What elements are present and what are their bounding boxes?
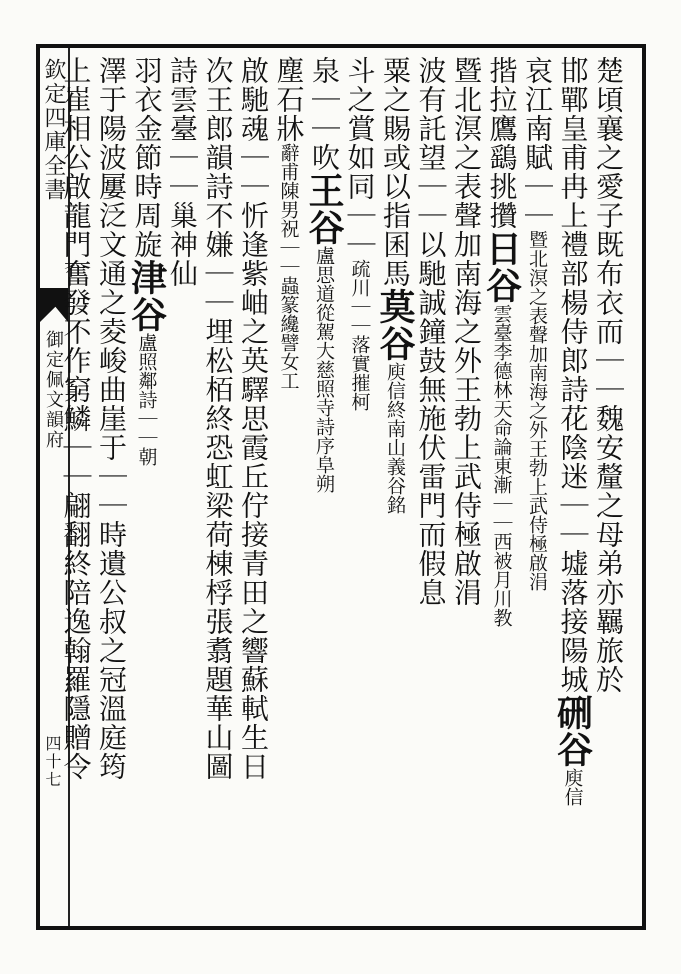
- column-text: 粟之賜或以指囷馬: [379, 56, 412, 288]
- text-column: [593, 56, 629, 918]
- text-column: [480, 56, 523, 918]
- column-text: 哀江南賦｜｜: [521, 56, 554, 230]
- column-text: 次王郎韻詩不嫌｜｜埋松栢終恐虹梁荷棟桴張翥題華山圖: [201, 56, 235, 781]
- entry-heading: 津谷: [125, 259, 168, 333]
- frame-border-right: [642, 44, 646, 930]
- column-annotation: 疏川｜｜落實摧柯: [348, 259, 371, 411]
- frame-border-bottom: [36, 926, 646, 930]
- frame-border-top: [36, 44, 646, 48]
- column-text: 羽衣金節時周旋: [130, 56, 164, 259]
- column-text: 泉｜｜吹: [308, 56, 341, 172]
- column-text: 詩雲臺｜｜巢神仙: [166, 56, 199, 288]
- column-text: 邯鄲皇甫冉上禮部楊侍郎詩花陰迷｜｜墟落接陽城: [556, 56, 590, 694]
- entry-heading: 莫谷: [374, 288, 416, 362]
- column-text: 楚頃襄之愛子既布衣而｜｜魏安釐之母弟亦羈旅於: [592, 56, 625, 694]
- column-annotation: 暨北溟之表聲加南海之外王勃上武侍極啟涓: [526, 230, 548, 591]
- column-annotation: 庾信終南山義谷銘: [384, 362, 406, 514]
- entry-heading: 王谷: [303, 172, 345, 246]
- text-column: [374, 56, 416, 918]
- column-text: 塵石牀: [272, 56, 306, 143]
- text-column: [202, 56, 238, 918]
- page-number: 四十七: [43, 735, 62, 789]
- text-column: [522, 56, 558, 918]
- column-text: 啟馳魂｜｜忻逢紫岫之英驛思霞丘佇接青田之響蘇軾生日: [237, 56, 270, 781]
- column-annotation: 辭甫陳男祝｜｜蟲篆纔譬女工: [277, 143, 300, 390]
- column-annotation: 雲臺李德林天命論東漸｜｜西被月川教: [490, 304, 513, 627]
- column-text: 澤于陽波屢泛文通之夌峻曲崖于｜｜時遺公叔之冠溫庭筠: [95, 56, 128, 781]
- entry-heading: 日谷: [480, 230, 523, 304]
- text-column: [415, 56, 451, 918]
- column-annotation: 盧照鄰詩｜｜朝: [135, 333, 158, 466]
- text-column: [344, 56, 380, 918]
- text-column: [96, 56, 132, 918]
- book-subtitle: 御定佩文韻府: [43, 330, 64, 450]
- text-column: [551, 56, 594, 918]
- column-text: 斗之賞如同｜｜: [343, 56, 377, 259]
- entry-heading: 硎谷: [551, 694, 594, 768]
- text-column: [60, 56, 96, 918]
- text-column: [451, 56, 487, 918]
- column-annotation: 盧思道從駕大慈照寺詩序阜朔: [313, 246, 335, 493]
- column-annotation: 庾信: [561, 768, 584, 806]
- column-text: 暨北溟之表聲加南海之外王勃上武侍極啟涓: [450, 56, 483, 607]
- column-text: 上崔相公啟龍門奮發不作窮鱗｜｜翩翻終陪逸翰羅隱贈令: [59, 56, 93, 781]
- column-text: 波有託望｜｜以馳誠鐘鼓無施伏雷門而假息: [414, 56, 448, 607]
- text-column: [303, 56, 345, 918]
- text-column: [238, 56, 274, 918]
- column-text: 揩拉鷹鷂挑攢: [485, 56, 519, 230]
- text-column: [273, 56, 309, 918]
- text-column: [125, 56, 168, 918]
- text-column: [167, 56, 203, 918]
- book-title: 欽定四庫全書: [41, 58, 66, 202]
